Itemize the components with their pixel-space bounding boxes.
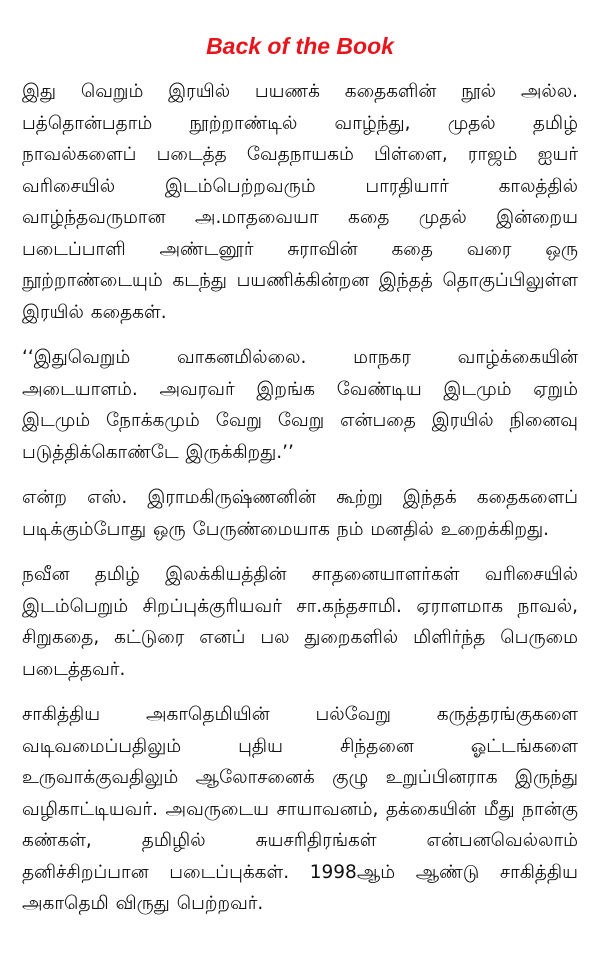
paragraph-author-intro: நவீன தமிழ் இலக்கியத்தின் சாதனையாளர்கள் வரிசையில் இடம்பெறும் சிறப்புக்குரியவர் சா.கந்தசாமி. ஏராளமாக நாவல், சிறுகதை, கட்டுரை எனப் பல துறைகளில் மிளிர்ந்த பெருமை படைத்தவர். bbox=[22, 564, 578, 680]
paragraph-quote: ‘‘இதுவெறும் வாகனமில்லை. மாநகர வாழ்க்கையின் அடையாளம். அவரவர் இறங்க வேண்டிய இடமும் ஏறும் இடமும் நோக்கமும் வேறு வேறு என்பதை இரயில் நினைவு படுத்திக்கொண்டே இருக்கிறது.’’ bbox=[22, 347, 578, 463]
paragraph-attribution: என்ற எஸ். இராமகிருஷ்ணனின் கூற்று இந்தக் கதைகளைப் படிக்கும்போது ஒரு பேருண்மையாக நம் மனதில் உறைக்கிறது. bbox=[22, 487, 578, 540]
page-title: Back of the Book bbox=[206, 33, 394, 59]
paragraph-intro: இது வெறும் இரயில் பயணக் கதைகளின் நூல் அல்ல. பத்தொன்பதாம் நூற்றாண்டில் வாழ்ந்து, முதல் தமிழ் நாவல்களைப் படைத்த வேதநாயகம் பிள்ளை, ராஜம் ஐயர் வரிசையில் இடம்பெற்றவரும் பாரதியார் காலத்தில் வாழ்ந்தவருமான அ.மாதவையா கதை முதல் இன்றைய படைப்பாளி அண்டனூர் சுராவின் கதை வரை ஒரு நூற்றாண்டையும் கடந்து பயணிக்கின்றன இந்தத் தொகுப்பிலுள்ள இரயில் கதைகள். bbox=[22, 81, 578, 323]
paragraph-author-works: சாகித்திய அகாதெமியின் பல்வேறு கருத்தரங்குகளை வடிவமைப்பதிலும் புதிய சிந்தனை ஓட்டங்களை உருவாக்குவதிலும் ஆலோசனைக் குழு உறுப்பினராக இருந்து வழிகாட்டியவர். அவருடைய சாயாவனம், தக்கையின் மீது நான்கு கண்கள், தமிழில் சுயசரிதிரங்கள் என்பனவெல்லாம் தனிச்சிறப்பான படைப்புக்கள். 1998ஆம் ஆண்டு சாகித்திய அகாதெமி விருது பெற்றவர். bbox=[22, 704, 578, 914]
